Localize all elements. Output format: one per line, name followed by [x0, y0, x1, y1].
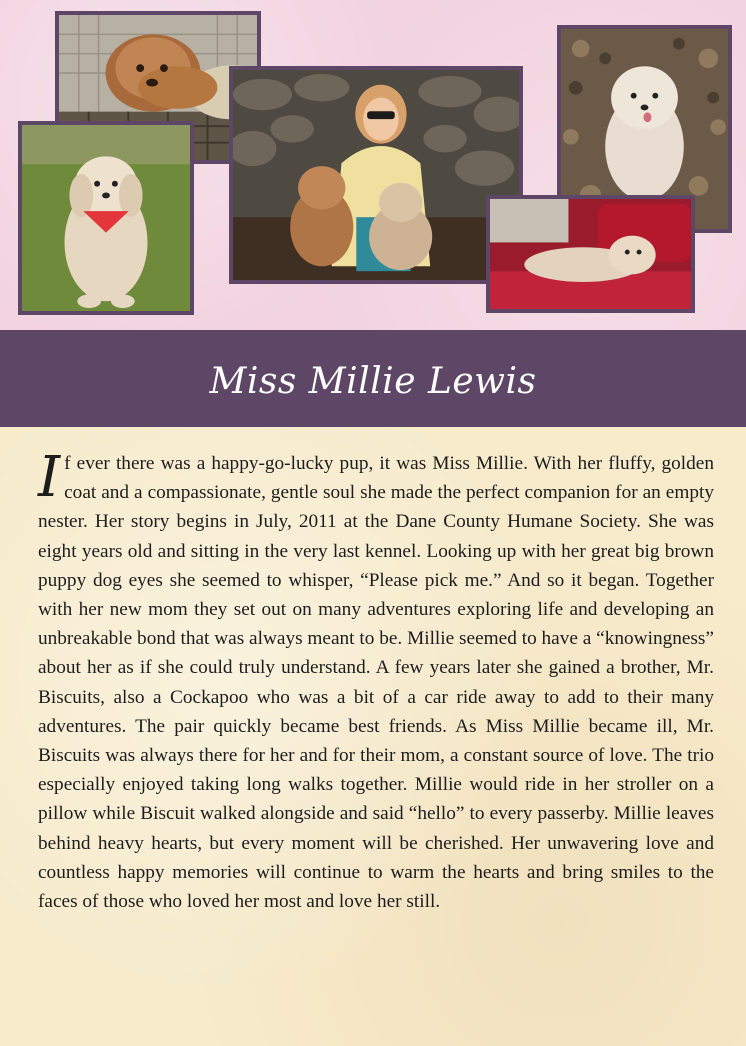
story-text: f ever there was a happy-go-lucky pup, it was Miss Millie. With her fluffy, golden coat and a compassionate, gentle soul she made the perfect companion for an empty nester. Her story begins in July, 2011 at the Dane County Humane Society. She was eight years old and sitting in the very last kennel. Looking up with her great big brown puppy dog eyes she seemed to whisper, “Please pick me.” And so it began. Together with her new mom they set out on many adventures exploring life and developing an unbreakable bond that was always meant to be. Millie seemed to have a “knowingness” about her as if she could truly understand. A few years later she gained a brother, Mr. Biscuits, also a Cockapoo who was a bit of a car ride away to add to their many adventures. The pair quickly became best friends. As Miss Millie became ill, Mr. Biscuits was always there for her and for their mom, a constant source of love. The trio especially enjoyed taking long walks together. Millie would ride in her stroller on a pillow while Biscuit walked alongside and said “hello” to every passerby. Millie leaves behind heavy hearts, but every moment will be cherished. Her unwavering love and countless happy memories will continue to warm the hearts and bring smiles to the faces of those who loved her most and love her still. — [38, 453, 714, 913]
photo-collage — [0, 0, 746, 330]
story-section — [0, 427, 746, 1046]
story-paragraph — [38, 445, 714, 916]
drop-cap: I — [38, 445, 61, 510]
photo-woman-with-dogs — [229, 66, 523, 284]
photo-dog-on-red-couch — [486, 195, 695, 313]
photo-dog-with-bandana — [18, 121, 194, 315]
title-banner — [0, 330, 746, 427]
page-title: Miss Millie Lewis — [209, 361, 537, 402]
